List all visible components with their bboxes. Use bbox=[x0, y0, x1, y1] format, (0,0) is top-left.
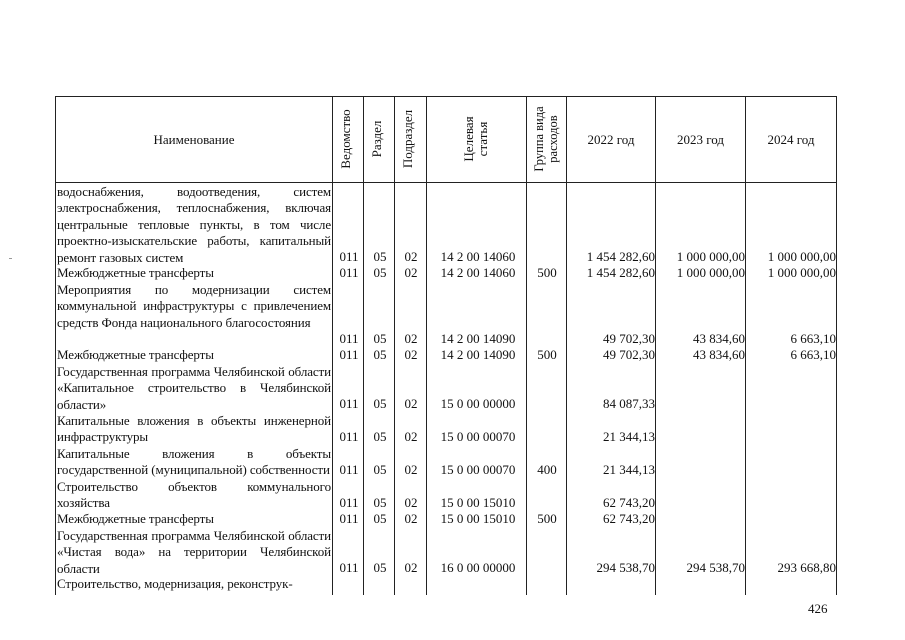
page-number: 426 bbox=[808, 601, 828, 616]
row-dept: 011 bbox=[339, 560, 359, 575]
row-2022: 21 344,13 bbox=[603, 429, 655, 444]
row-group: 500 bbox=[537, 511, 557, 526]
row-2024: 293 668,80 bbox=[777, 560, 836, 575]
row-dept: 011 bbox=[339, 429, 359, 444]
row-target: 14 2 00 14060 bbox=[440, 265, 516, 280]
row-name: Капитальные вложения в объекты государственной (муниципальной) собственности bbox=[57, 446, 331, 478]
row-name: Строительство объектов коммунального хозяйства bbox=[57, 479, 331, 511]
row-section: 05 bbox=[373, 265, 387, 280]
row-section: 05 bbox=[373, 347, 387, 362]
row-subsection: 02 bbox=[404, 560, 418, 575]
row-2022: 62 743,20 bbox=[603, 495, 655, 510]
row-subsection: 02 bbox=[404, 249, 418, 264]
table-row bbox=[55, 528, 837, 577]
header-target: Целевая статья bbox=[461, 116, 490, 162]
row-section: 05 bbox=[373, 331, 387, 346]
row-subsection: 02 bbox=[404, 331, 418, 346]
row-target: 14 2 00 14060 bbox=[440, 249, 516, 264]
row-2024: 6 663,10 bbox=[790, 331, 836, 346]
table-row bbox=[55, 282, 837, 348]
row-target: 15 0 00 00000 bbox=[440, 396, 516, 411]
row-2022: 21 344,13 bbox=[603, 462, 655, 477]
row-2024: 1 000 000,00 bbox=[767, 249, 836, 264]
scan-mark bbox=[9, 258, 12, 259]
table-row bbox=[55, 347, 837, 364]
row-2022: 1 454 282,60 bbox=[586, 249, 655, 264]
row-subsection: 02 bbox=[404, 347, 418, 362]
row-subsection: 02 bbox=[404, 429, 418, 444]
row-section: 05 bbox=[373, 396, 387, 411]
row-section: 05 bbox=[373, 495, 387, 510]
row-2022: 49 702,30 bbox=[603, 347, 655, 362]
row-subsection: 02 bbox=[404, 462, 418, 477]
row-2022: 1 454 282,60 bbox=[586, 265, 655, 280]
row-dept: 011 bbox=[339, 396, 359, 411]
header-2023: 2023 год bbox=[677, 131, 724, 147]
row-dept: 011 bbox=[339, 265, 359, 280]
row-target: 15 0 00 00070 bbox=[440, 462, 516, 477]
row-2022: 49 702,30 bbox=[603, 331, 655, 346]
table-row bbox=[55, 184, 837, 266]
table-row bbox=[55, 479, 837, 512]
header-2022: 2022 год bbox=[587, 131, 635, 147]
header-group: Группа вида расходов bbox=[532, 106, 560, 172]
row-2023: 1 000 000,00 bbox=[676, 265, 745, 280]
row-name: Межбюджетные трансферты bbox=[57, 511, 214, 526]
row-subsection: 02 bbox=[404, 511, 418, 526]
header-divider bbox=[55, 182, 837, 183]
row-name: Межбюджетные трансферты bbox=[57, 265, 214, 280]
row-section: 05 bbox=[373, 560, 387, 575]
row-name: Капитальные вложения в объекты инженерной инфраструктуры bbox=[57, 413, 331, 445]
row-dept: 011 bbox=[339, 331, 359, 346]
row-target: 15 0 00 15010 bbox=[440, 495, 516, 510]
row-target: 14 2 00 14090 bbox=[440, 347, 516, 362]
table-row bbox=[55, 446, 837, 479]
table-row bbox=[55, 265, 837, 282]
row-group: 500 bbox=[537, 265, 557, 280]
row-2024: 1 000 000,00 bbox=[767, 265, 836, 280]
row-dept: 011 bbox=[339, 511, 359, 526]
table-row bbox=[55, 511, 837, 528]
row-target: 15 0 00 00070 bbox=[440, 429, 516, 444]
header-section: Раздел bbox=[369, 120, 384, 158]
header-dept: Ведомство bbox=[338, 109, 353, 169]
row-dept: 011 bbox=[339, 462, 359, 477]
row-name: Мероприятия по модернизации систем коммунальной инфраструктуры с привлечением средств Фонда национального благосостояния bbox=[57, 282, 331, 330]
row-section: 05 bbox=[373, 462, 387, 477]
row-group: 500 bbox=[537, 347, 557, 362]
header-name: Наименование bbox=[153, 131, 235, 147]
row-target: 15 0 00 15010 bbox=[440, 511, 516, 526]
row-2023: 43 834,60 bbox=[693, 331, 745, 346]
row-2022: 84 087,33 bbox=[603, 396, 655, 411]
row-section: 05 bbox=[373, 429, 387, 444]
row-subsection: 02 bbox=[404, 495, 418, 510]
row-subsection: 02 bbox=[404, 396, 418, 411]
row-name: Государственная программа Челябинской области «Капитальное строительство в Челябинской области» bbox=[57, 364, 331, 412]
row-name: Межбюджетные трансферты bbox=[57, 347, 214, 362]
header-2024: 2024 год bbox=[767, 131, 815, 147]
row-2024: 6 663,10 bbox=[790, 347, 836, 362]
row-section: 05 bbox=[373, 249, 387, 264]
row-2023: 294 538,70 bbox=[686, 560, 745, 575]
row-2022: 62 743,20 bbox=[603, 511, 655, 526]
row-2023: 1 000 000,00 bbox=[676, 249, 745, 264]
row-target: 14 2 00 14090 bbox=[440, 331, 516, 346]
header-subsection: Подраздел bbox=[400, 109, 415, 169]
row-2022: 294 538,70 bbox=[596, 560, 655, 575]
row-dept: 011 bbox=[339, 249, 359, 264]
row-dept: 011 bbox=[339, 495, 359, 510]
row-target: 16 0 00 00000 bbox=[440, 560, 516, 575]
row-subsection: 02 bbox=[404, 265, 418, 280]
row-name: водоснабжения, водоотведения, систем электроснабжения, теплоснабжения, включая центральные тепловые пункты, в том числе проектно-изыскательские работы, капитальный ремонт газовых систем bbox=[57, 184, 331, 265]
table-row bbox=[55, 413, 837, 446]
table-row bbox=[55, 576, 837, 594]
row-name: Государственная программа Челябинской области «Чистая вода» на территории Челябинской области bbox=[57, 528, 331, 576]
row-section: 05 bbox=[373, 511, 387, 526]
row-dept: 011 bbox=[339, 347, 359, 362]
row-name: Строительство, модернизация, реконструк- bbox=[57, 576, 293, 591]
table-row bbox=[55, 364, 837, 413]
row-2023: 43 834,60 bbox=[693, 347, 745, 362]
row-group: 400 bbox=[537, 462, 557, 477]
